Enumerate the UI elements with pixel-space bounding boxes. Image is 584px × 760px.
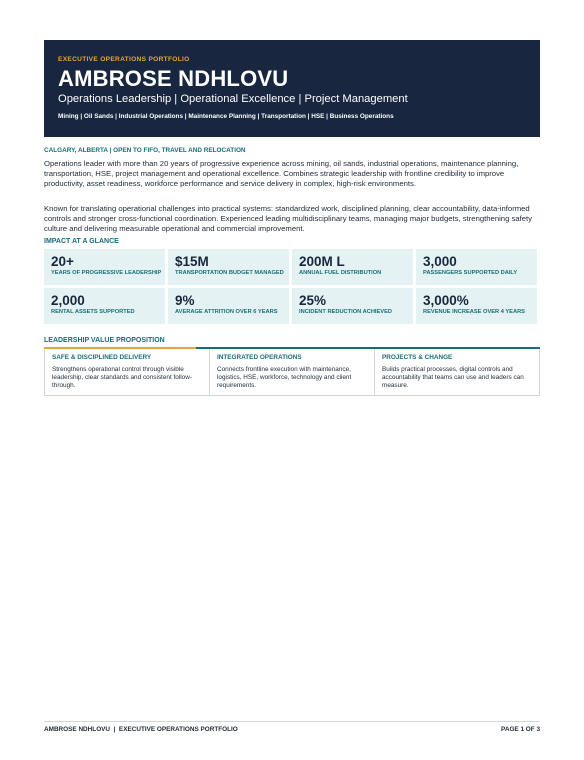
value-proposition-title: LEADERSHIP VALUE PROPOSITION <box>44 337 165 344</box>
header-banner <box>44 40 540 137</box>
value-card-integrated-operations <box>209 349 375 396</box>
value-card-body: Builds practical processes, digital controls and accountability that teams can use and leaders can measure. <box>382 366 524 389</box>
metric-label: ANNUAL FUEL DISTRIBUTION <box>299 270 382 276</box>
candidate-name: AMBROSE NDHLOVU <box>58 66 289 91</box>
metric-card <box>44 249 165 285</box>
metric-label: PASSENGERS SUPPORTED DAILY <box>423 270 518 276</box>
footer-page-number: PAGE 1 OF 3 <box>501 726 540 733</box>
value-card-body: Connects frontline execution with maintenance, logistics, HSE, workforce, technology and client requirements. <box>217 366 352 389</box>
metric-value: $15M <box>175 254 209 269</box>
value-card-safe-delivery <box>44 349 210 396</box>
eyebrow-label: EXECUTIVE OPERATIONS PORTFOLIO <box>58 56 190 63</box>
metric-label: TRANSPORTATION BUDGET MANAGED <box>175 270 284 276</box>
headline-subtitle: Operations Leadership | Operational Excellence | Project Management <box>58 93 408 105</box>
location-line: CALGARY, ALBERTA | OPEN TO FIFO, TRAVEL AND RELOCATION <box>44 147 246 154</box>
metric-card <box>416 288 537 324</box>
value-card-projects-change <box>374 349 540 396</box>
value-card-title: INTEGRATED OPERATIONS <box>217 354 302 361</box>
impact-section-title: IMPACT AT A GLANCE <box>44 238 119 245</box>
industry-tags: Mining | Oil Sands | Industrial Operations | Maintenance Planning | Transportation | HSE | Business Operations <box>58 113 394 120</box>
value-card-body: Strengthens operational control through visible leadership, clear standards and consistent follow-through. <box>52 366 192 389</box>
metric-card <box>292 249 413 285</box>
footer-document-title: AMBROSE NDHLOVU | EXECUTIVE OPERATIONS PORTFOLIO <box>44 726 238 733</box>
footer-divider <box>44 721 540 722</box>
metric-value: 200M L <box>299 254 345 269</box>
metric-value: 20+ <box>51 254 74 269</box>
metric-label: INCIDENT REDUCTION ACHIEVED <box>299 309 393 315</box>
metric-card <box>168 249 289 285</box>
metric-card <box>168 288 289 324</box>
value-card-title: SAFE & DISCIPLINED DELIVERY <box>52 354 152 361</box>
metric-value: 3,000 <box>423 254 457 269</box>
metric-card <box>416 249 537 285</box>
summary-paragraph-1: Operations leader with more than 20 years of progressive experience across mining, oil sands, industrial operations, maintenance planning, transportation, HSE, project management and operational excellence. Combines strategic leadership with frontline credibility to improve productivity, asset readiness, workforce performance and service delivery in complex, high-risk environments. <box>44 159 519 188</box>
metric-value: 9% <box>175 293 195 308</box>
metric-label: RENTAL ASSETS SUPPORTED <box>51 309 135 315</box>
value-card-title: PROJECTS & CHANGE <box>382 354 453 361</box>
metric-value: 2,000 <box>51 293 85 308</box>
metric-value: 3,000% <box>423 293 469 308</box>
metric-label: REVENUE INCREASE OVER 4 YEARS <box>423 309 525 315</box>
metric-label: AVERAGE ATTRITION OVER 6 YEARS <box>175 309 278 315</box>
metric-card <box>292 288 413 324</box>
metric-card <box>44 288 165 324</box>
summary-paragraph-2: Known for translating operational challenges into practical systems: standardized work, disciplined planning, clear accountability, data-informed controls and stronger cross-functional coordination. Experienced leading multidisciplinary teams, managing major budgets, strengthening safety culture and delivering measurable operational and commercial improvement. <box>44 204 532 233</box>
metric-label: YEARS OF PROGRESSIVE LEADERSHIP <box>51 270 162 276</box>
metric-value: 25% <box>299 293 327 308</box>
